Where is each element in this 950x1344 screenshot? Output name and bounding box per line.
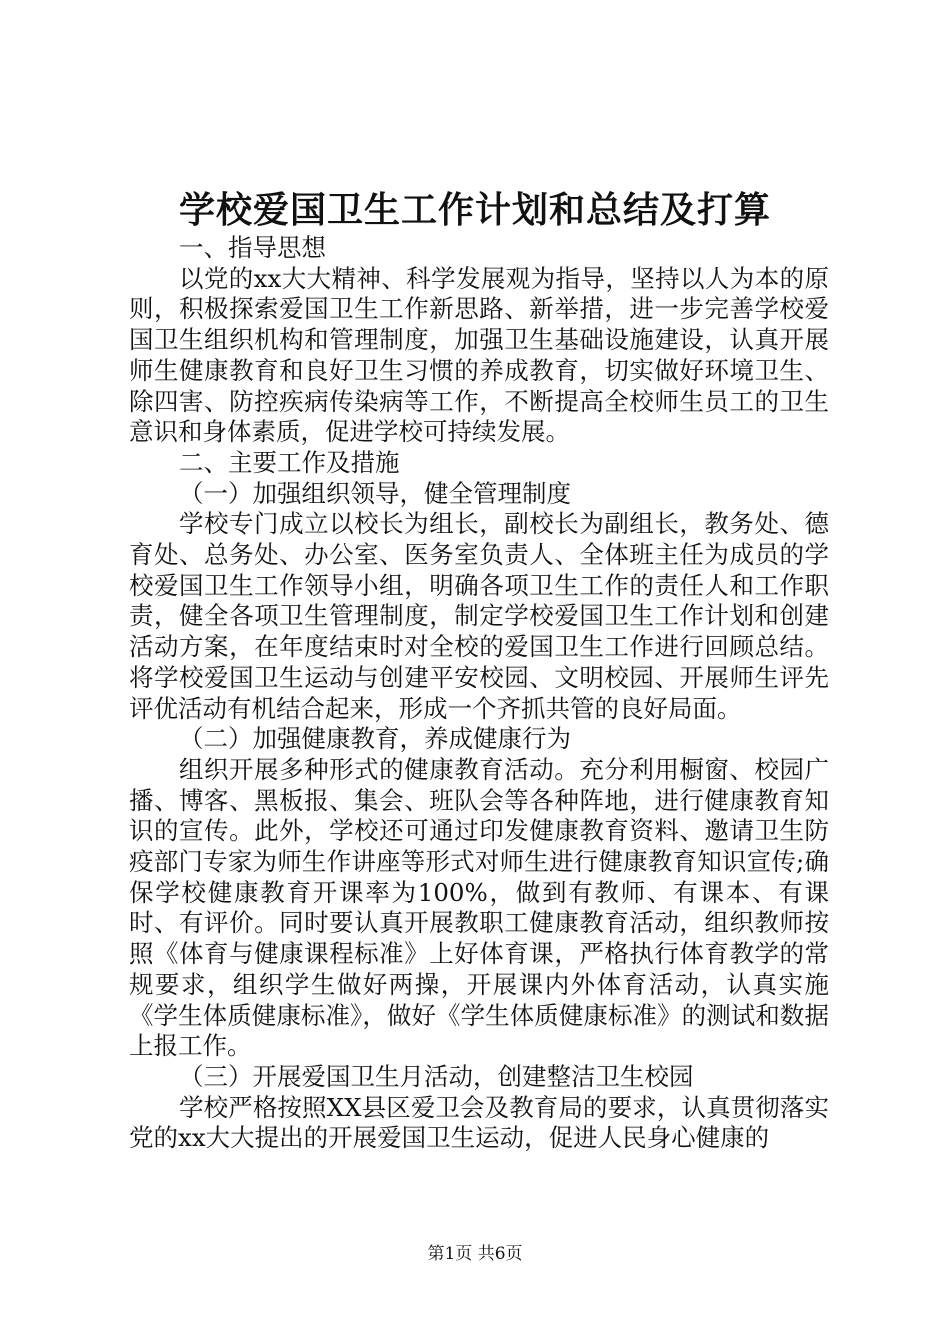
page-footer: 第1页 共6页: [427, 1244, 523, 1264]
subsection-heading-2: （二）加强健康教育，养成健康行为: [179, 724, 571, 754]
paragraph-3: 组织开展多种形式的健康教育活动。充分利用橱窗、校园广播、博客、黑板报、集会、班队会等各种阵地，进行健康教育知识的宣传。此外，学校还可通过印发健康教育资料、邀请卫生防疫部门专家为师生作讲座等形式对师生进行健康教育知识宣传;确保学校健康教育开课率为100%，做到有教师、有课本、有课时、有评价。同时要认真开展教职工健康教育活动，组织教师按照《体育与健康课程标准》上好体育课，严格执行体育教学的常规要求，组织学生做好两操，开展课内外体育活动，认真实施《学生体质健康标准》，做好《学生体质健康标准》的测试和数据上报工作。: [129, 754, 829, 1061]
paragraph-2: 学校专门成立以校长为组长，副校长为副组长，教务处、德育处、总务处、办公室、医务室负责人、全体班主任为成员的学校爱国卫生工作领导小组，明确各项卫生工作的责任人和工作职责，健全各项卫生管理制度，制定学校爱国卫生工作计划和创建活动方案，在年度结束时对全校的爱国卫生工作进行回顾总结。将学校爱国卫生运动与创建平安校园、文明校园、开展师生评先评优活动有机结合起来，形成一个齐抓共管的良好局面。: [129, 509, 829, 723]
document-body: [129, 233, 829, 1154]
section-heading-2: 二、主要工作及措施: [179, 447, 400, 477]
subsection-heading-3: （三）开展爱国卫生月活动，创建整洁卫生校园: [179, 1061, 694, 1091]
paragraph-4: 学校严格按照XX县区爱卫会及教育局的要求，认真贯彻落实党的xx大大提出的开展爱国卫生运动，促进人民身心健康的: [129, 1092, 829, 1153]
subsection-heading-1: （一）加强组织领导，健全管理制度: [179, 478, 571, 508]
paragraph-1: 以党的xx大大精神、科学发展观为指导，坚持以人为本的原则，积极探索爱国卫生工作新思路、新举措，进一步完善学校爱国卫生组织机构和管理制度，加强卫生基础设施建设，认真开展师生健康教育和良好卫生习惯的养成教育，切实做好环境卫生、除四害、防控疾病传染病等工作，不断提高全校师生员工的卫生意识和身体素质，促进学校可持续发展。: [129, 263, 829, 447]
section-heading-1: 一、指导思想: [179, 233, 326, 262]
document-title: 学校爱国卫生工作计划和总结及打算: [178, 189, 771, 231]
